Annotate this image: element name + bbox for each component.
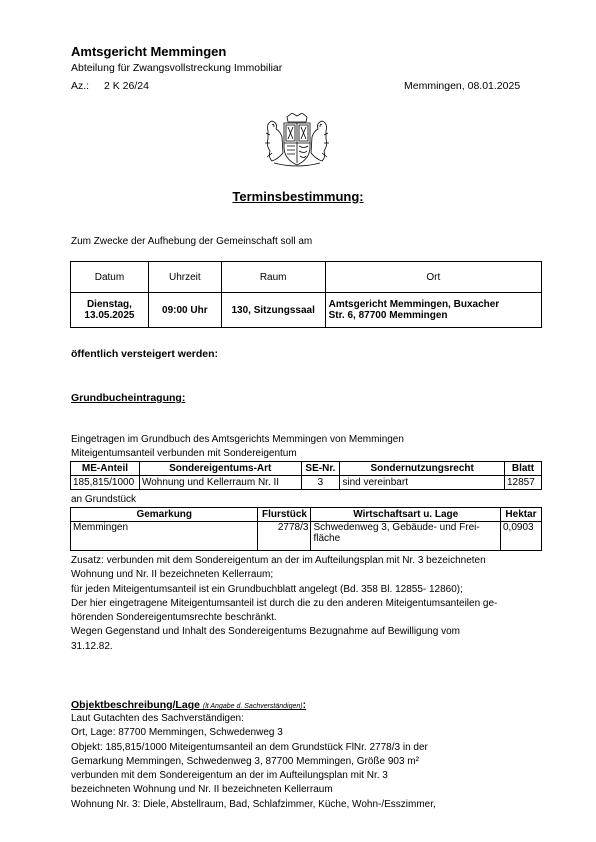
col-header-usage-right: Sondernutzungsrecht bbox=[340, 462, 505, 476]
col-header-room: Raum bbox=[221, 262, 325, 293]
department: Abteilung für Zwangsvollstreckung Immobiliar bbox=[71, 62, 283, 74]
use-location-value bbox=[311, 522, 501, 551]
addendum-line: Wegen Gegenstand und Inhalt des Sondereigentums Bezugnahme auf Bewilligung vom bbox=[71, 626, 460, 638]
table-row bbox=[71, 476, 542, 490]
property-heading-note: (lt Angabe d. Sachverständigen) bbox=[202, 703, 303, 710]
property-description-heading bbox=[71, 699, 306, 711]
property-line: Laut Gutachten des Sachverständigen: bbox=[71, 713, 244, 724]
appointment-table bbox=[70, 261, 542, 328]
property-line: Wohnung Nr. 3: Diele, Abstellraum, Bad, Schlafzimmer, Küche, Wohn-/Esszimmer, bbox=[71, 798, 436, 810]
share-value: 185,815/1000 bbox=[71, 476, 140, 490]
property-line: Ort, Lage: 87700 Memmingen, Schwedenweg 3 bbox=[71, 727, 283, 739]
parcel-value: 2778/3 bbox=[258, 522, 311, 551]
land-register-line2: Miteigentumsanteil verbunden mit Sondereigentum bbox=[71, 448, 297, 459]
document-title: Terminsbestimmung: bbox=[232, 189, 364, 204]
bavarian-coat-of-arms-icon bbox=[262, 113, 332, 169]
district-value: Memmingen bbox=[71, 522, 258, 551]
auction-date bbox=[71, 293, 149, 328]
col-header-unit-number: SE-Nr. bbox=[301, 462, 340, 476]
property-line: verbunden mit dem Sondereigentum an der im Aufteilungsplan mit Nr. 3 bbox=[71, 770, 388, 782]
col-header-use-location: Wirtschaftsart u. Lage bbox=[311, 508, 501, 522]
addendum-line: Der hier eingetragene Miteigentumsanteil ist durch die zu den anderen Miteigentumsanteilen ge- bbox=[71, 597, 498, 609]
col-header-share: ME-Anteil bbox=[71, 462, 140, 476]
hectare-value: 0,0903 bbox=[501, 522, 542, 551]
col-header-time: Uhrzeit bbox=[148, 262, 221, 293]
auction-place bbox=[325, 293, 541, 328]
plot-label: an Grundstück bbox=[71, 494, 137, 505]
use-location-line1: Schwedenweg 3, Gebäude- und Frei- bbox=[313, 522, 480, 533]
col-header-date: Datum bbox=[71, 262, 149, 293]
auction-place-line1: Amtsgericht Memmingen, Buxacher bbox=[328, 299, 500, 310]
intro-text: Zum Zwecke der Aufhebung der Gemeinschaft soll am bbox=[71, 236, 313, 247]
property-heading-colon: : bbox=[302, 699, 307, 711]
ownership-type-value: Wohnung und Kellerraum Nr. II bbox=[139, 476, 301, 490]
col-header-place: Ort bbox=[325, 262, 541, 293]
auction-statement: öffentlich versteigert werden: bbox=[71, 348, 219, 360]
auction-weekday: Dienstag, bbox=[86, 299, 132, 310]
sheet-value: 12857 bbox=[504, 476, 541, 490]
property-description bbox=[71, 712, 541, 812]
property-heading-text: Objektbeschreibung/Lage bbox=[71, 699, 200, 711]
auction-time: 09:00 Uhr bbox=[148, 293, 221, 328]
col-header-ownership-type: Sondereigentums-Art bbox=[139, 462, 301, 476]
addendum-line: Zusatz: verbunden mit dem Sondereigentum an der im Aufteilungsplan mit Nr. 3 bezeichneten bbox=[71, 555, 486, 566]
property-line: bezeichneten Wohnung und Nr. II bezeichneten Kellerraum bbox=[71, 784, 333, 796]
table-row bbox=[71, 522, 542, 551]
place-date: Memmingen, 08.01.2025 bbox=[404, 80, 521, 92]
plot-table bbox=[70, 507, 542, 551]
auction-date-value: 13.05.2025 bbox=[84, 310, 135, 321]
co-ownership-table bbox=[70, 461, 542, 490]
court-name: Amtsgericht Memmingen bbox=[71, 44, 227, 59]
file-number: 2 K 26/24 bbox=[104, 80, 149, 92]
col-header-sheet: Blatt bbox=[504, 462, 541, 476]
land-register-line1: Eingetragen im Grundbuch des Amtsgerichts Memmingen von Memmingen bbox=[71, 434, 404, 445]
auction-place-line2: Str. 6, 87700 Memmingen bbox=[328, 310, 448, 321]
col-header-hectare: Hektar bbox=[501, 508, 542, 522]
usage-right-value: sind vereinbart bbox=[340, 476, 505, 490]
addendum-line: 31.12.82. bbox=[71, 640, 113, 652]
property-line: Gemarkung Memmingen, Schwedenweg 3, 87700 Memmingen, Größe 903 m² bbox=[71, 755, 419, 767]
unit-number-value: 3 bbox=[301, 476, 340, 490]
auction-room: 130, Sitzungssaal bbox=[221, 293, 325, 328]
col-header-district: Gemarkung bbox=[71, 508, 258, 522]
land-register-heading: Grundbucheintragung: bbox=[71, 392, 186, 404]
use-location-line2: fläche bbox=[313, 533, 341, 544]
addendum-line: hörenden Sondereigentumsrechte beschränkt. bbox=[71, 612, 277, 624]
addendum-text bbox=[71, 554, 539, 654]
addendum-line: Wohnung und Nr. II bezeichneten Kellerraum; bbox=[71, 569, 274, 581]
col-header-parcel: Flurstück bbox=[258, 508, 311, 522]
property-line: Objekt: 185,815/1000 Miteigentumsanteil an dem Grundstück FlNr. 2778/3 in der bbox=[71, 741, 428, 753]
addendum-line: für jeden Miteigentumsanteil ist ein Grundbuchblatt angelegt (Bd. 358 Bl. 12855- 12860); bbox=[71, 583, 463, 595]
file-number-label: Az.: bbox=[71, 80, 90, 92]
